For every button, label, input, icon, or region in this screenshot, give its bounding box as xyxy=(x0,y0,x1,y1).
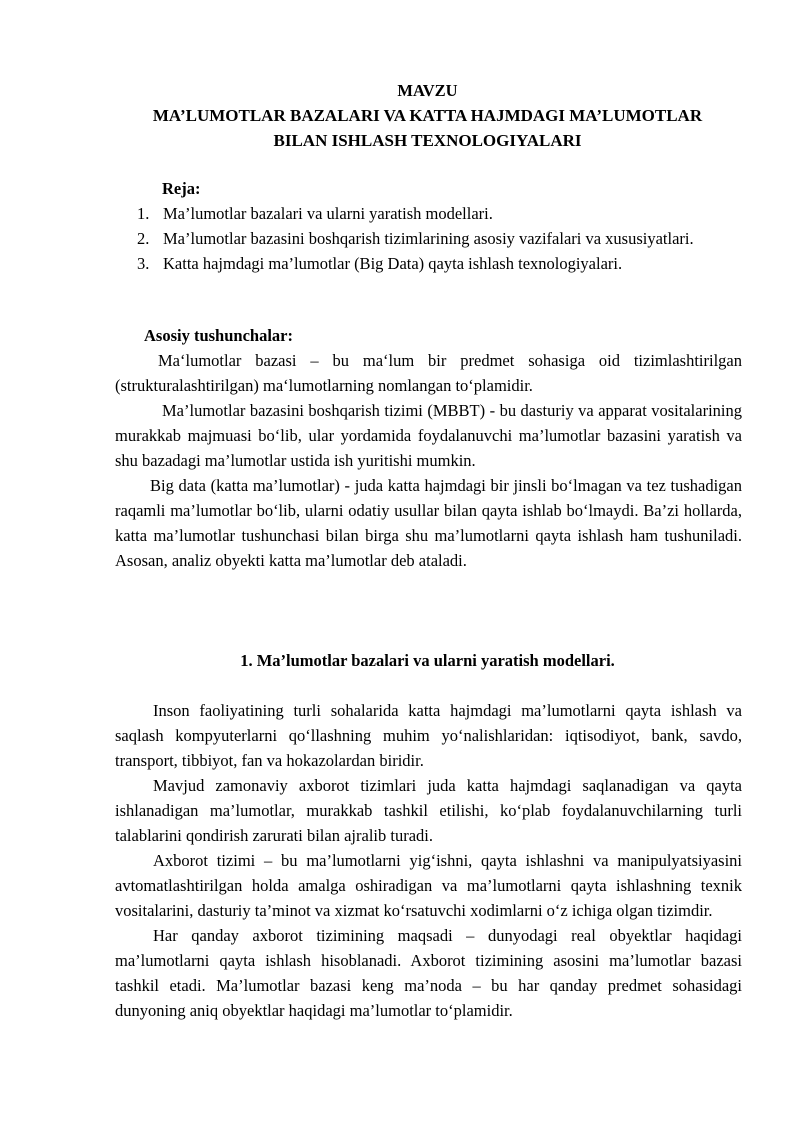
reja-section xyxy=(115,176,742,276)
list-text: Katta hajmdagi ma’lumotlar (Big Data) qayta ishlash texnologiyalari. xyxy=(163,254,623,273)
list-item xyxy=(115,226,742,251)
list-number: 3. xyxy=(137,254,150,273)
reja-heading: Reja: xyxy=(162,179,201,198)
title-line-1: MA’LUMOTLAR BAZALARI VA KATTA HAJMDAGI MA’LUMOTLAR xyxy=(152,106,703,125)
section1-body xyxy=(115,698,742,1023)
mavzu-label: MAVZU xyxy=(397,81,458,100)
paragraph: Ma’lumotlar bazasini boshqarish tizimi (MBBT) - bu dasturiy va apparat vositalarining murakkab majmuasi bo‘lib, ular yordamida foydalanuvchi ma’lumotlar bazasini yaratish va shu bazadagi ma’lumotlar ustida ish yuritishi mumkin. xyxy=(115,401,742,470)
asosiy-section xyxy=(115,323,742,573)
list-item xyxy=(115,251,742,276)
paragraph: Axborot tizimi – bu ma’lumotlarni yig‘ishni, qayta ishlashni va manipulyatsiyasini avtomatlashtirilgan holda amalga oshiradigan va ma’lumotlarni qayta ishlashning texnik vositalarini, dasturiy ta’minot va xizmat ko‘rsatuvchi xodimlarni o‘z ichiga olgan tizimdir. xyxy=(115,851,742,920)
paragraph: Ma‘lumotlar bazasi – bu ma‘lum bir predmet sohasiga oid tizimlashtirilgan (strukturalashtirilgan) ma‘lumotlarning nomlangan to‘plamidir. xyxy=(115,351,742,395)
title-block xyxy=(100,78,755,153)
reja-list xyxy=(115,201,742,276)
list-text: Ma’lumotlar bazalari va ularni yaratish modellari. xyxy=(163,204,493,223)
section-heading: 1. Ma’lumotlar bazalari va ularni yaratish modellari. xyxy=(240,651,615,670)
list-number: 2. xyxy=(137,229,150,248)
asosiy-heading: Asosiy tushunchalar: xyxy=(144,326,293,345)
list-number: 1. xyxy=(137,204,150,223)
paragraph: Inson faoliyatining turli sohalarida katta hajmdagi ma’lumotlarni qayta ishlash va saqlash kompyuterlarni qo‘llashning muhim yo‘nalishlaridan: iqtisodiyot, bank, savdo, transport, tibbiyot, fan va hokazolardan biridir. xyxy=(115,701,742,770)
list-text: Ma’lumotlar bazasini boshqarish tizimlarining asosiy vazifalari va xususiyatlari. xyxy=(163,229,694,248)
paragraph: Mavjud zamonaviy axborot tizimlari juda katta hajmdagi saqlanadigan va qayta ishlanadigan ma’lumotlar, murakkab tashkil etilishi, ko‘plab foydalanuvchilarning turli talablarini qondirish zarurati bilan ajralib turadi. xyxy=(115,776,742,845)
paragraph: Big data (katta ma’lumotlar) - juda katta hajmdagi bir jinsli bo‘lmagan va tez tushadigan raqamli ma’lumotlar bo‘lib, ularni odatiy usullar bilan qayta ishlab bo‘lmaydi. Ba’zi hollarda, katta ma’lumotlar tushunchasi bilan birga shu ma’lumotlarni qayta ishlash ham tushuniladi. Asosan, analiz obyekti katta ma’lumotlar deb ataladi. xyxy=(115,476,742,570)
title-line-2: BILAN ISHLASH TEXNOLOGIYALARI xyxy=(273,131,582,150)
list-item xyxy=(115,201,742,226)
paragraph: Har qanday axborot tizimining maqsadi – dunyodagi real obyektlar haqidagi ma’lumotlarni qayta ishlash hisoblanadi. Axborot tizimining asosini ma’lumotlar bazasi tashkil etadi. Ma’lumotlar bazasi keng ma’noda – bu har qanday predmet sohasidagi dunyoning aniq obyektlar haqidagi ma’lumotlar to‘plamidir. xyxy=(115,926,742,1020)
